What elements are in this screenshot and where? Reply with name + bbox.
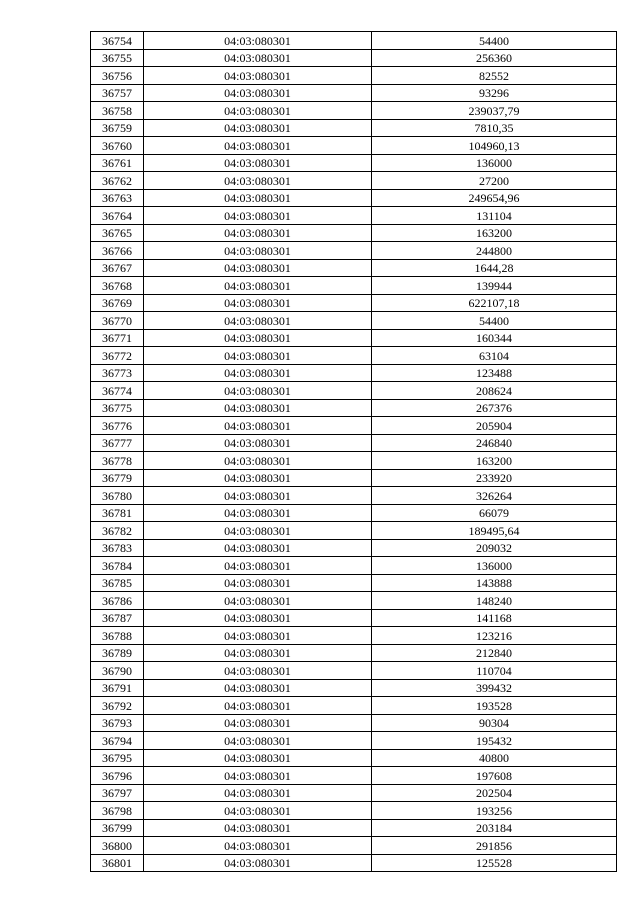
value-cell: 205904 <box>372 417 617 435</box>
value-cell: 90304 <box>372 714 617 732</box>
value-cell: 291856 <box>372 837 617 855</box>
cadastral-code-cell: 04:03:080301 <box>144 732 372 750</box>
cadastral-code-cell: 04:03:080301 <box>144 452 372 470</box>
row-number-cell: 36769 <box>91 294 144 312</box>
row-number-cell: 36794 <box>91 732 144 750</box>
cadastral-code-cell: 04:03:080301 <box>144 539 372 557</box>
cadastral-code-cell: 04:03:080301 <box>144 189 372 207</box>
cadastral-code-cell: 04:03:080301 <box>144 154 372 172</box>
value-cell: 267376 <box>372 399 617 417</box>
row-number-cell: 36763 <box>91 189 144 207</box>
cadastral-code-cell: 04:03:080301 <box>144 119 372 137</box>
row-number-cell: 36780 <box>91 487 144 505</box>
row-number-cell: 36764 <box>91 207 144 225</box>
table-row <box>91 837 617 855</box>
table-row <box>91 172 617 190</box>
row-number-cell: 36776 <box>91 417 144 435</box>
row-number-cell: 36766 <box>91 242 144 260</box>
value-cell: 54400 <box>372 32 617 50</box>
table-row <box>91 732 617 750</box>
row-number-cell: 36777 <box>91 434 144 452</box>
cadastral-code-cell: 04:03:080301 <box>144 32 372 50</box>
value-cell: 104960,13 <box>372 137 617 155</box>
row-number-cell: 36790 <box>91 662 144 680</box>
value-cell: 163200 <box>372 452 617 470</box>
value-cell: 203184 <box>372 819 617 837</box>
value-cell: 160344 <box>372 329 617 347</box>
row-number-cell: 36799 <box>91 819 144 837</box>
table-row <box>91 189 617 207</box>
value-cell: 212840 <box>372 644 617 662</box>
cadastral-code-cell: 04:03:080301 <box>144 224 372 242</box>
row-number-cell: 36795 <box>91 749 144 767</box>
cadastral-code-cell: 04:03:080301 <box>144 609 372 627</box>
cadastral-code-cell: 04:03:080301 <box>144 364 372 382</box>
row-number-cell: 36768 <box>91 277 144 295</box>
value-cell: 82552 <box>372 67 617 85</box>
cadastral-code-cell: 04:03:080301 <box>144 469 372 487</box>
data-table <box>90 31 617 872</box>
cadastral-code-cell: 04:03:080301 <box>144 574 372 592</box>
row-number-cell: 36771 <box>91 329 144 347</box>
table-body <box>91 32 617 872</box>
row-number-cell: 36796 <box>91 767 144 785</box>
table-row <box>91 242 617 260</box>
table-row <box>91 627 617 645</box>
table-row <box>91 767 617 785</box>
row-number-cell: 36793 <box>91 714 144 732</box>
row-number-cell: 36758 <box>91 102 144 120</box>
cadastral-code-cell: 04:03:080301 <box>144 242 372 260</box>
value-cell: 148240 <box>372 592 617 610</box>
table-row <box>91 749 617 767</box>
value-cell: 195432 <box>372 732 617 750</box>
cadastral-code-cell: 04:03:080301 <box>144 592 372 610</box>
row-number-cell: 36782 <box>91 522 144 540</box>
cadastral-code-cell: 04:03:080301 <box>144 679 372 697</box>
cadastral-code-cell: 04:03:080301 <box>144 102 372 120</box>
cadastral-code-cell: 04:03:080301 <box>144 627 372 645</box>
cadastral-code-cell: 04:03:080301 <box>144 837 372 855</box>
value-cell: 193528 <box>372 697 617 715</box>
row-number-cell: 36775 <box>91 399 144 417</box>
table-row <box>91 574 617 592</box>
table-row <box>91 697 617 715</box>
value-cell: 249654,96 <box>372 189 617 207</box>
table-row <box>91 32 617 50</box>
row-number-cell: 36781 <box>91 504 144 522</box>
cadastral-code-cell: 04:03:080301 <box>144 819 372 837</box>
table-row <box>91 434 617 452</box>
table-row <box>91 364 617 382</box>
value-cell: 40800 <box>372 749 617 767</box>
row-number-cell: 36785 <box>91 574 144 592</box>
cadastral-code-cell: 04:03:080301 <box>144 382 372 400</box>
value-cell: 7810,35 <box>372 119 617 137</box>
row-number-cell: 36786 <box>91 592 144 610</box>
row-number-cell: 36755 <box>91 49 144 67</box>
value-cell: 136000 <box>372 557 617 575</box>
table-row <box>91 137 617 155</box>
row-number-cell: 36789 <box>91 644 144 662</box>
row-number-cell: 36760 <box>91 137 144 155</box>
table-row <box>91 504 617 522</box>
cadastral-code-cell: 04:03:080301 <box>144 312 372 330</box>
cadastral-code-cell: 04:03:080301 <box>144 767 372 785</box>
cadastral-code-cell: 04:03:080301 <box>144 417 372 435</box>
row-number-cell: 36783 <box>91 539 144 557</box>
cadastral-code-cell: 04:03:080301 <box>144 49 372 67</box>
cadastral-code-cell: 04:03:080301 <box>144 347 372 365</box>
table-row <box>91 714 617 732</box>
cadastral-code-cell: 04:03:080301 <box>144 277 372 295</box>
table-row <box>91 592 617 610</box>
table-row <box>91 854 617 872</box>
value-cell: 622107,18 <box>372 294 617 312</box>
table-row <box>91 469 617 487</box>
cadastral-code-cell: 04:03:080301 <box>144 504 372 522</box>
value-cell: 209032 <box>372 539 617 557</box>
table-row <box>91 819 617 837</box>
value-cell: 189495,64 <box>372 522 617 540</box>
value-cell: 244800 <box>372 242 617 260</box>
table-row <box>91 662 617 680</box>
value-cell: 326264 <box>372 487 617 505</box>
cadastral-code-cell: 04:03:080301 <box>144 172 372 190</box>
row-number-cell: 36767 <box>91 259 144 277</box>
table-row <box>91 557 617 575</box>
row-number-cell: 36788 <box>91 627 144 645</box>
row-number-cell: 36756 <box>91 67 144 85</box>
cadastral-code-cell: 04:03:080301 <box>144 802 372 820</box>
cadastral-code-cell: 04:03:080301 <box>144 294 372 312</box>
table-row <box>91 644 617 662</box>
row-number-cell: 36787 <box>91 609 144 627</box>
cadastral-code-cell: 04:03:080301 <box>144 137 372 155</box>
table-row <box>91 102 617 120</box>
row-number-cell: 36784 <box>91 557 144 575</box>
cadastral-code-cell: 04:03:080301 <box>144 714 372 732</box>
value-cell: 63104 <box>372 347 617 365</box>
table-row <box>91 277 617 295</box>
row-number-cell: 36765 <box>91 224 144 242</box>
cadastral-code-cell: 04:03:080301 <box>144 207 372 225</box>
value-cell: 54400 <box>372 312 617 330</box>
table-row <box>91 49 617 67</box>
table-row <box>91 522 617 540</box>
row-number-cell: 36774 <box>91 382 144 400</box>
value-cell: 143888 <box>372 574 617 592</box>
cadastral-code-cell: 04:03:080301 <box>144 84 372 102</box>
value-cell: 399432 <box>372 679 617 697</box>
table-row <box>91 487 617 505</box>
value-cell: 141168 <box>372 609 617 627</box>
row-number-cell: 36762 <box>91 172 144 190</box>
value-cell: 197608 <box>372 767 617 785</box>
table-row <box>91 382 617 400</box>
cadastral-code-cell: 04:03:080301 <box>144 854 372 872</box>
table-row <box>91 609 617 627</box>
cadastral-code-cell: 04:03:080301 <box>144 259 372 277</box>
row-number-cell: 36798 <box>91 802 144 820</box>
value-cell: 110704 <box>372 662 617 680</box>
value-cell: 256360 <box>372 49 617 67</box>
table-row <box>91 452 617 470</box>
row-number-cell: 36754 <box>91 32 144 50</box>
cadastral-code-cell: 04:03:080301 <box>144 557 372 575</box>
value-cell: 193256 <box>372 802 617 820</box>
cadastral-code-cell: 04:03:080301 <box>144 487 372 505</box>
table-row <box>91 539 617 557</box>
row-number-cell: 36801 <box>91 854 144 872</box>
row-number-cell: 36800 <box>91 837 144 855</box>
table-row <box>91 84 617 102</box>
value-cell: 136000 <box>372 154 617 172</box>
cadastral-code-cell: 04:03:080301 <box>144 644 372 662</box>
value-cell: 123488 <box>372 364 617 382</box>
table-row <box>91 259 617 277</box>
table-row <box>91 154 617 172</box>
value-cell: 246840 <box>372 434 617 452</box>
value-cell: 139944 <box>372 277 617 295</box>
table-row <box>91 207 617 225</box>
cadastral-code-cell: 04:03:080301 <box>144 749 372 767</box>
row-number-cell: 36773 <box>91 364 144 382</box>
table-row <box>91 224 617 242</box>
cadastral-code-cell: 04:03:080301 <box>144 697 372 715</box>
cadastral-code-cell: 04:03:080301 <box>144 662 372 680</box>
value-cell: 202504 <box>372 784 617 802</box>
cadastral-code-cell: 04:03:080301 <box>144 522 372 540</box>
value-cell: 131104 <box>372 207 617 225</box>
table-row <box>91 679 617 697</box>
table-row <box>91 417 617 435</box>
table-row <box>91 294 617 312</box>
value-cell: 239037,79 <box>372 102 617 120</box>
row-number-cell: 36770 <box>91 312 144 330</box>
table-row <box>91 802 617 820</box>
value-cell: 233920 <box>372 469 617 487</box>
value-cell: 163200 <box>372 224 617 242</box>
row-number-cell: 36791 <box>91 679 144 697</box>
table-row <box>91 119 617 137</box>
value-cell: 93296 <box>372 84 617 102</box>
table-row <box>91 784 617 802</box>
row-number-cell: 36792 <box>91 697 144 715</box>
row-number-cell: 36761 <box>91 154 144 172</box>
row-number-cell: 36772 <box>91 347 144 365</box>
row-number-cell: 36757 <box>91 84 144 102</box>
value-cell: 123216 <box>372 627 617 645</box>
cadastral-code-cell: 04:03:080301 <box>144 434 372 452</box>
table-row <box>91 399 617 417</box>
cadastral-code-cell: 04:03:080301 <box>144 399 372 417</box>
table-row <box>91 312 617 330</box>
value-cell: 66079 <box>372 504 617 522</box>
row-number-cell: 36797 <box>91 784 144 802</box>
value-cell: 208624 <box>372 382 617 400</box>
value-cell: 27200 <box>372 172 617 190</box>
value-cell: 1644,28 <box>372 259 617 277</box>
row-number-cell: 36759 <box>91 119 144 137</box>
row-number-cell: 36778 <box>91 452 144 470</box>
table-row <box>91 347 617 365</box>
value-cell: 125528 <box>372 854 617 872</box>
row-number-cell: 36779 <box>91 469 144 487</box>
cadastral-code-cell: 04:03:080301 <box>144 784 372 802</box>
table-row <box>91 329 617 347</box>
table-row <box>91 67 617 85</box>
cadastral-code-cell: 04:03:080301 <box>144 329 372 347</box>
cadastral-code-cell: 04:03:080301 <box>144 67 372 85</box>
